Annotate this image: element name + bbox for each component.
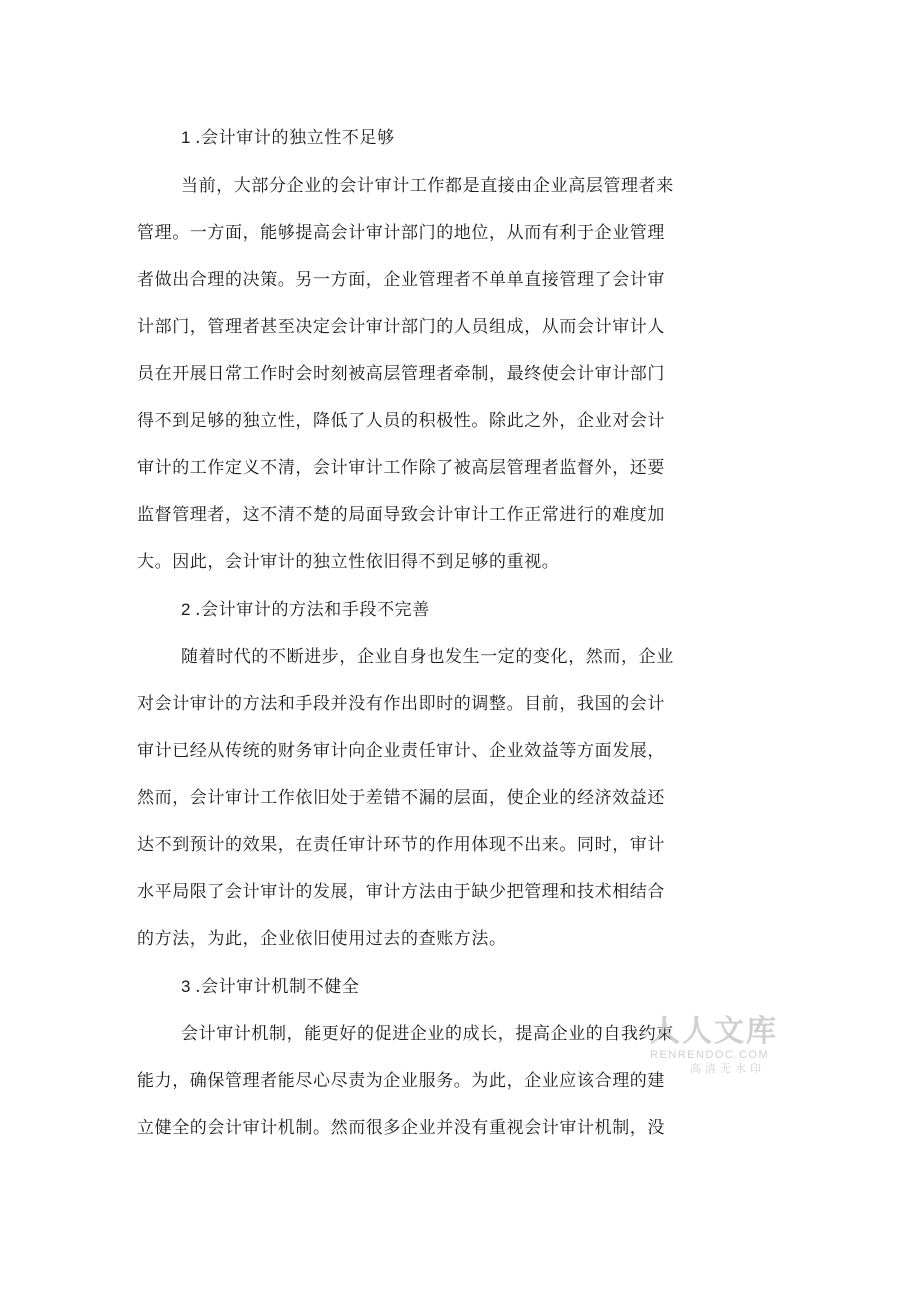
- watermark: [650, 1015, 780, 1079]
- paragraph-line: 对会计审计的方法和手段并没有作出即时的调整。目前，我国的会计: [137, 694, 665, 714]
- paragraph-line: 的方法，为此，企业依旧使用过去的查账方法。: [137, 929, 507, 949]
- paragraph-line: 能力，确保管理者能尽心尽责为企业服务。为此，企业应该合理的建: [137, 1071, 665, 1091]
- section-number: 2: [181, 600, 192, 619]
- paragraph-line: 者做出合理的决策。另一方面，企业管理者不单单直接管理了会计审: [137, 270, 665, 290]
- paragraph-line: 审计已经从传统的财务审计向企业责任审计、企业效益等方面发展，: [137, 741, 665, 761]
- paragraph-line: 会计审计机制，能更好的促进企业的成长，提高企业的自我约束: [181, 1024, 674, 1044]
- paragraph-line: 当前，大部分企业的会计审计工作都是直接由企业高层管理者来: [181, 176, 674, 196]
- paragraph-line: 审计的工作定义不清，会计审计工作除了被高层管理者监督外，还要: [137, 458, 665, 478]
- paragraph-line: 水平局限了会计审计的发展，审计方法由于缺少把管理和技术相结合: [137, 882, 665, 902]
- watermark-site: RENRENDOC.COM: [650, 1049, 770, 1061]
- paragraph-line: 达不到预计的效果，在责任审计环节的作用体现不出来。同时，审计: [137, 835, 665, 855]
- section-number: 1: [181, 128, 192, 147]
- section-heading-1: [181, 127, 395, 149]
- watermark-tag: 高清无水印: [690, 1062, 765, 1075]
- paragraph-line: 随着时代的不断进步，企业自身也发生一定的变化，然而，企业: [181, 647, 674, 667]
- section-title: .会计审计机制不健全: [195, 977, 360, 997]
- paragraph-line: 员在开展日常工作时会时刻被高层管理者牵制，最终使会计审计部门: [137, 364, 665, 384]
- paragraph-line: 然而，会计审计工作依旧处于差错不漏的层面，使企业的经济效益还: [137, 788, 665, 808]
- section-heading-2: [181, 599, 430, 621]
- section-heading-3: [181, 976, 359, 998]
- section-title: .会计审计的方法和手段不完善: [195, 600, 430, 620]
- paragraph-line: 监督管理者，这不清不楚的局面导致会计审计工作正常进行的难度加: [137, 505, 665, 525]
- paragraph-line: 立健全的会计审计机制。然而很多企业并没有重视会计审计机制，没: [137, 1118, 665, 1138]
- section-number: 3: [181, 977, 192, 996]
- paragraph-line: 管理。一方面，能够提高会计审计部门的地位，从而有利于企业管理: [137, 223, 665, 243]
- paragraph-line: 计部门，管理者甚至决定会计审计部门的人员组成，从而会计审计人: [137, 317, 665, 337]
- section-title: .会计审计的独立性不足够: [195, 128, 395, 148]
- paragraph-line: 得不到足够的独立性，降低了人员的积极性。除此之外，企业对会计: [137, 411, 665, 431]
- paragraph-line: 大。因此，会计审计的独立性依旧得不到足够的重视。: [137, 552, 560, 572]
- watermark-logo: 人人文库: [650, 1014, 778, 1049]
